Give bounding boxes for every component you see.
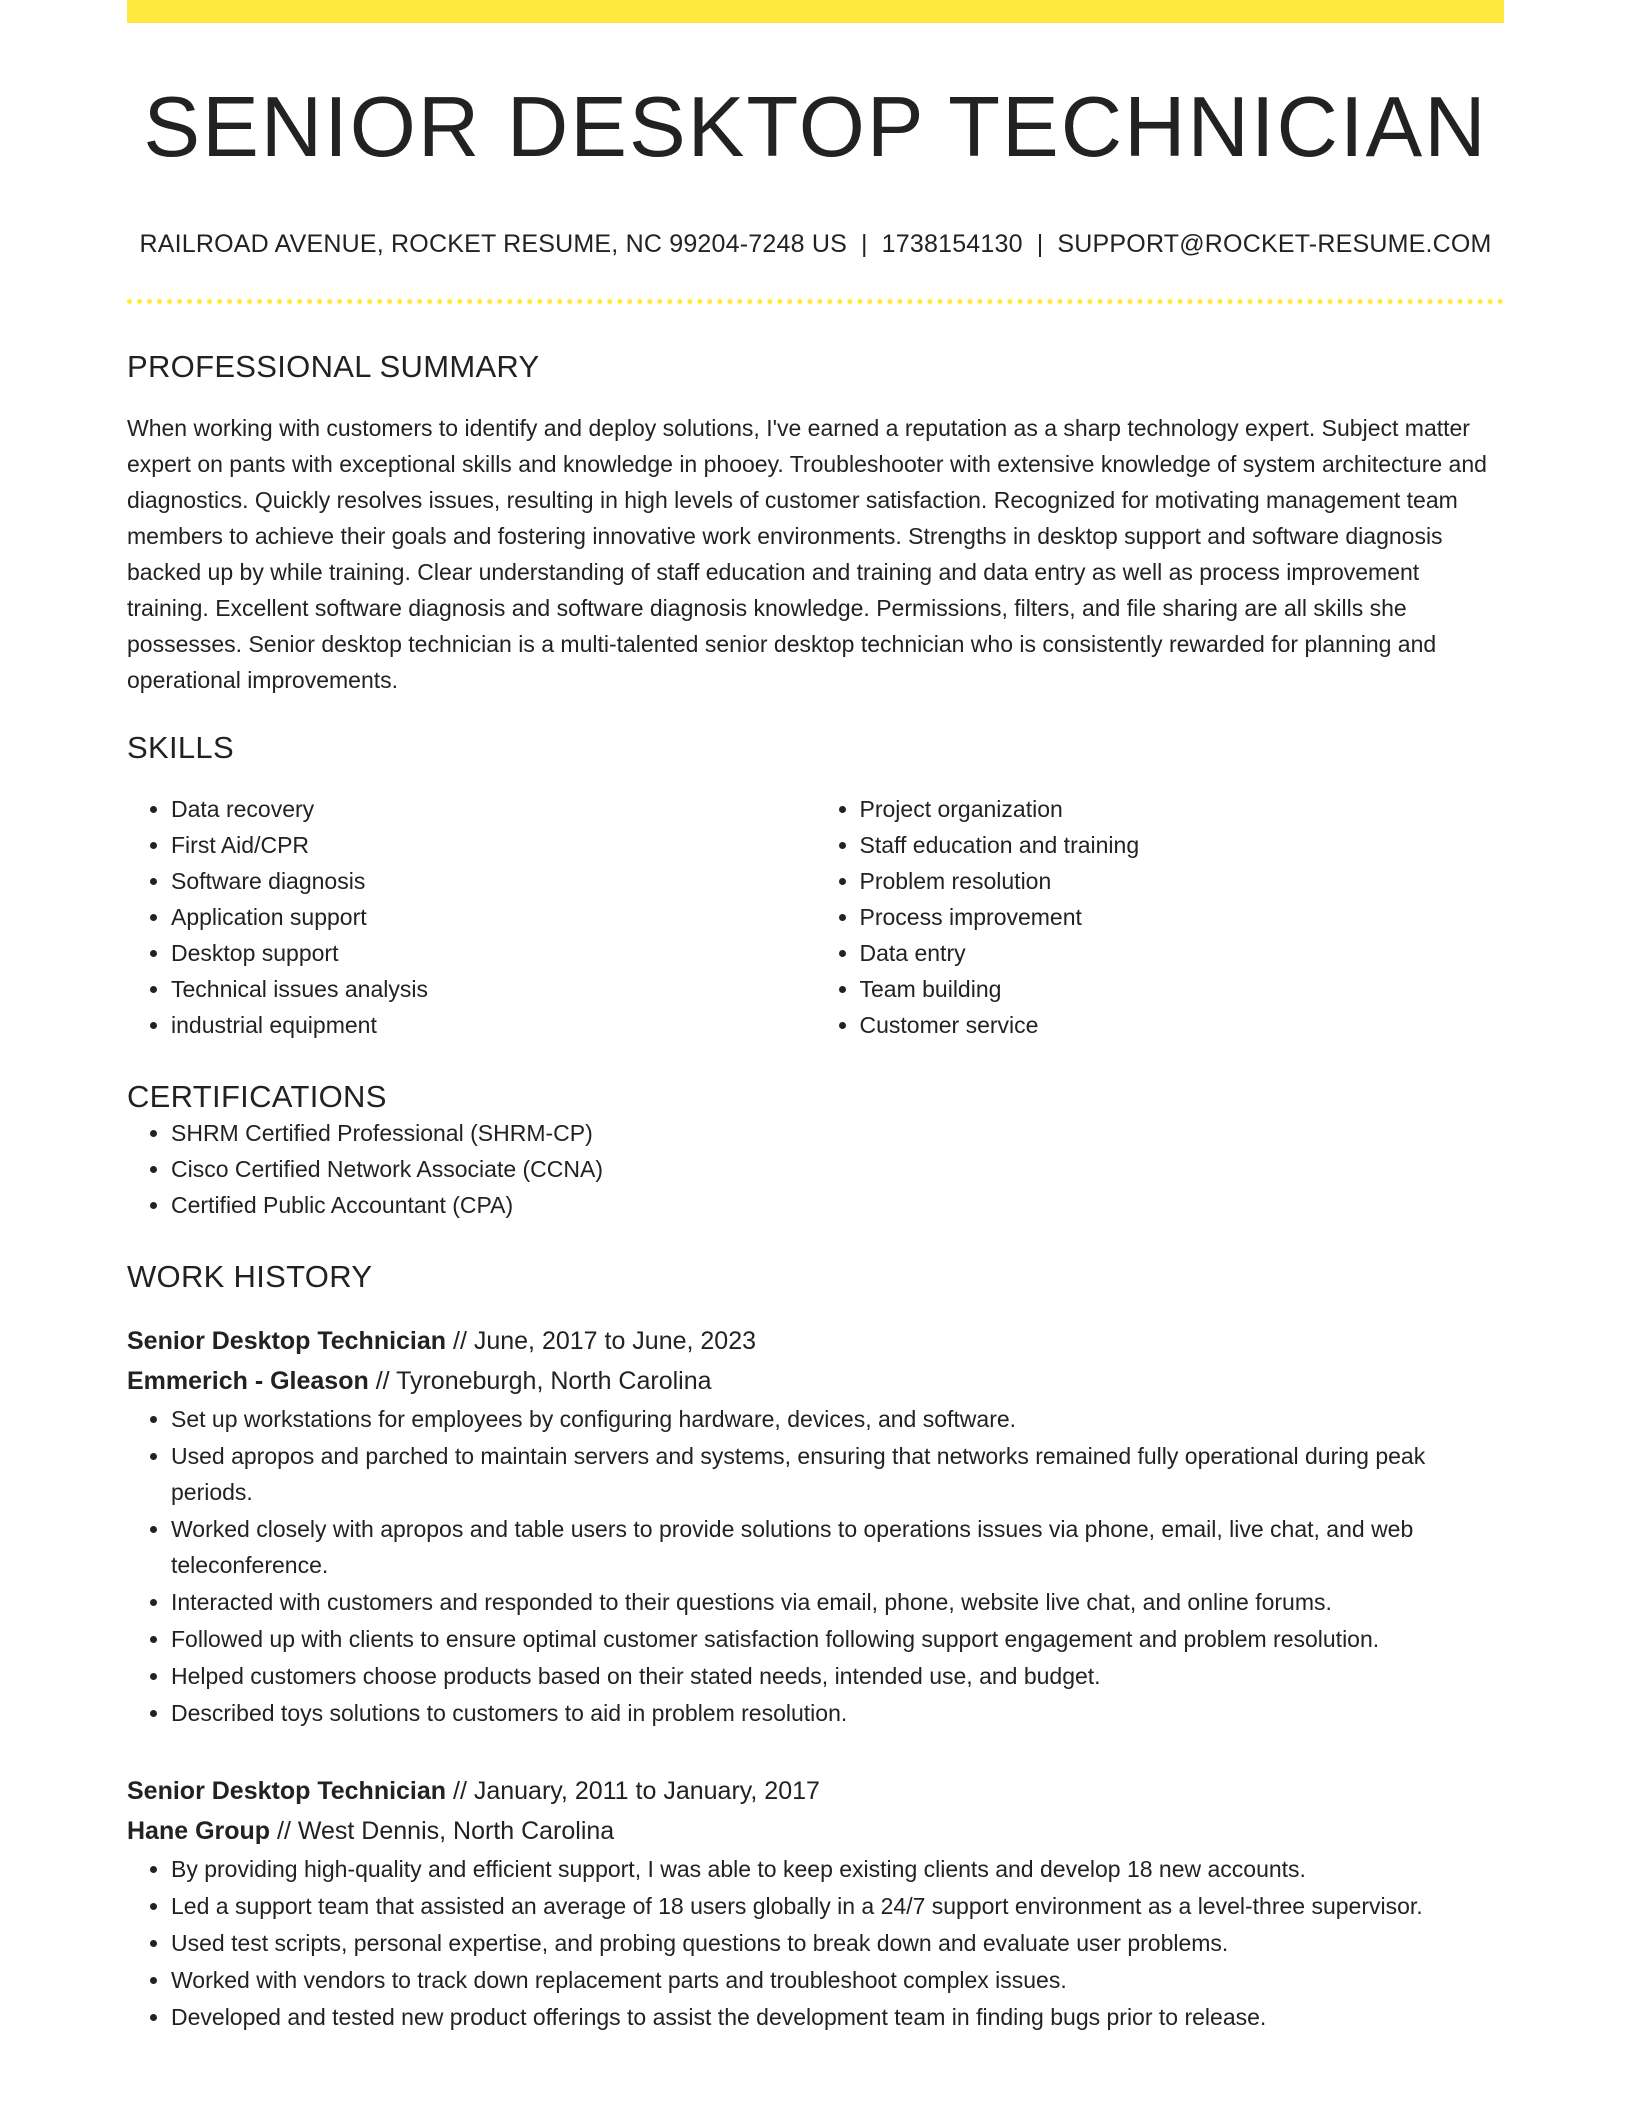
skills-heading: SKILLS: [127, 730, 234, 765]
certification-item: • SHRM Certified Professional (SHRM-CP): [171, 1115, 1504, 1151]
job-title-line: [127, 1771, 1504, 1811]
job-duty-item: • Followed up with clients to ensure optimal customer satisfaction following support engagement and problem resolution.: [171, 1621, 1504, 1657]
job-entry: [127, 1321, 1504, 1731]
job-duty-item: • Used test scripts, personal expertise, and probing questions to break down and evaluate user problems.: [171, 1925, 1504, 1961]
certification-item: • Cisco Certified Network Associate (CCNA): [171, 1151, 1504, 1187]
contact-separator: |: [1036, 230, 1044, 258]
job-duty-item: • Helped customers choose products based on their stated needs, intended use, and budget.: [171, 1658, 1504, 1694]
job-dates: // June, 2017 to June, 2023: [446, 1327, 757, 1355]
job-title: Senior Desktop Technician: [127, 1327, 447, 1355]
work-history-heading: WORK HISTORY: [127, 1259, 373, 1294]
skill-item: • Software diagnosis: [171, 863, 816, 899]
job-duties-list: [127, 1401, 1504, 1731]
certifications-list: [127, 1115, 1504, 1223]
job-entry: [127, 1771, 1504, 2035]
job-company: Hane Group: [127, 1817, 271, 1845]
skill-item: • Process improvement: [860, 899, 1505, 935]
skill-item: • Data entry: [860, 935, 1505, 971]
certifications-heading: CERTIFICATIONS: [127, 1079, 387, 1114]
job-dates: // January, 2011 to January, 2017: [446, 1777, 820, 1805]
skill-item: • Application support: [171, 899, 816, 935]
skill-item: • Team building: [860, 971, 1505, 1007]
summary-text: When working with customers to identify and deploy solutions, I've earned a reputation as a sharp technology expert. Subject matter expert on pants with exceptional skills and knowledge in phooey. Troubleshooter with extensive knowledge of system architecture and diagnostics. Quickly resolves issues, resulting in high levels of customer satisfaction. Recognized for motivating management team members to achieve their goals and fostering innovative work environments. Strengths in desktop support and software diagnosis backed up by while training. Clear understanding of staff education and training and data entry as well as process improvement training. Excellent software diagnosis and software diagnosis knowledge. Permissions, filters, and file sharing are all skills she possesses. Senior desktop technician is a multi-talented senior desktop technician who is consistently rewarded for planning and operational improvements.: [127, 415, 1487, 693]
job-company-line: [127, 1361, 1504, 1401]
job-location: // West Dennis, North Carolina: [270, 1817, 615, 1845]
contact-phone: 1738154130: [881, 230, 1023, 258]
skill-item: • Problem resolution: [860, 863, 1505, 899]
skills-list-left: [127, 791, 816, 1043]
job-title-line: [127, 1321, 1504, 1361]
job-duties-list: [127, 1851, 1504, 2035]
dotted-divider: [127, 299, 1504, 304]
job-company: Emmerich - Gleason: [127, 1367, 369, 1395]
skill-item: • Staff education and training: [860, 827, 1505, 863]
job-duty-item: • Worked with vendors to track down replacement parts and troubleshoot complex issues.: [171, 1962, 1504, 1998]
resume-title: SENIOR DESKTOP TECHNICIAN: [143, 80, 1488, 175]
job-duty-item: • By providing high-quality and efficient support, I was able to keep existing clients and develop 18 new accounts.: [171, 1851, 1504, 1887]
skill-item: • Desktop support: [171, 935, 816, 971]
summary-heading: PROFESSIONAL SUMMARY: [127, 349, 540, 384]
contact-email: SUPPORT@ROCKET-RESUME.COM: [1057, 230, 1492, 258]
skill-item: • Project organization: [860, 791, 1505, 827]
skills-list-right: [816, 791, 1505, 1043]
certification-item: • Certified Public Accountant (CPA): [171, 1187, 1504, 1223]
skill-item: • First Aid/CPR: [171, 827, 816, 863]
job-duty-item: • Led a support team that assisted an average of 18 users globally in a 24/7 support environment as a level-three supervisor.: [171, 1888, 1504, 1924]
job-company-line: [127, 1811, 1504, 1851]
contact-line: [127, 230, 1504, 259]
skill-item: • Customer service: [860, 1007, 1505, 1043]
job-duty-item: • Set up workstations for employees by configuring hardware, devices, and software.: [171, 1401, 1504, 1437]
job-duty-item: • Used apropos and parched to maintain servers and systems, ensuring that networks remained fully operational during peak periods.: [171, 1438, 1504, 1510]
job-duty-item: • Interacted with customers and responded to their questions via email, phone, website live chat, and online forums.: [171, 1584, 1504, 1620]
skills-grid: [127, 791, 1504, 1043]
job-duty-item: • Worked closely with apropos and table users to provide solutions to operations issues via phone, email, live chat, and web teleconference.: [171, 1511, 1504, 1583]
accent-top-bar: [127, 0, 1504, 23]
contact-address: RAILROAD AVENUE, ROCKET RESUME, NC 99204-7248 US: [139, 230, 847, 258]
skill-item: • Technical issues analysis: [171, 971, 816, 1007]
job-title: Senior Desktop Technician: [127, 1777, 447, 1805]
job-duty-item: • Described toys solutions to customers to aid in problem resolution.: [171, 1695, 1504, 1731]
skill-item: • industrial equipment: [171, 1007, 816, 1043]
job-duty-item: • Developed and tested new product offerings to assist the development team in finding bugs prior to release.: [171, 1999, 1504, 2035]
job-location: // Tyroneburgh, North Carolina: [368, 1367, 712, 1395]
skill-item: • Data recovery: [171, 791, 816, 827]
resume-page: [127, 0, 1504, 2036]
contact-separator: |: [860, 230, 868, 258]
